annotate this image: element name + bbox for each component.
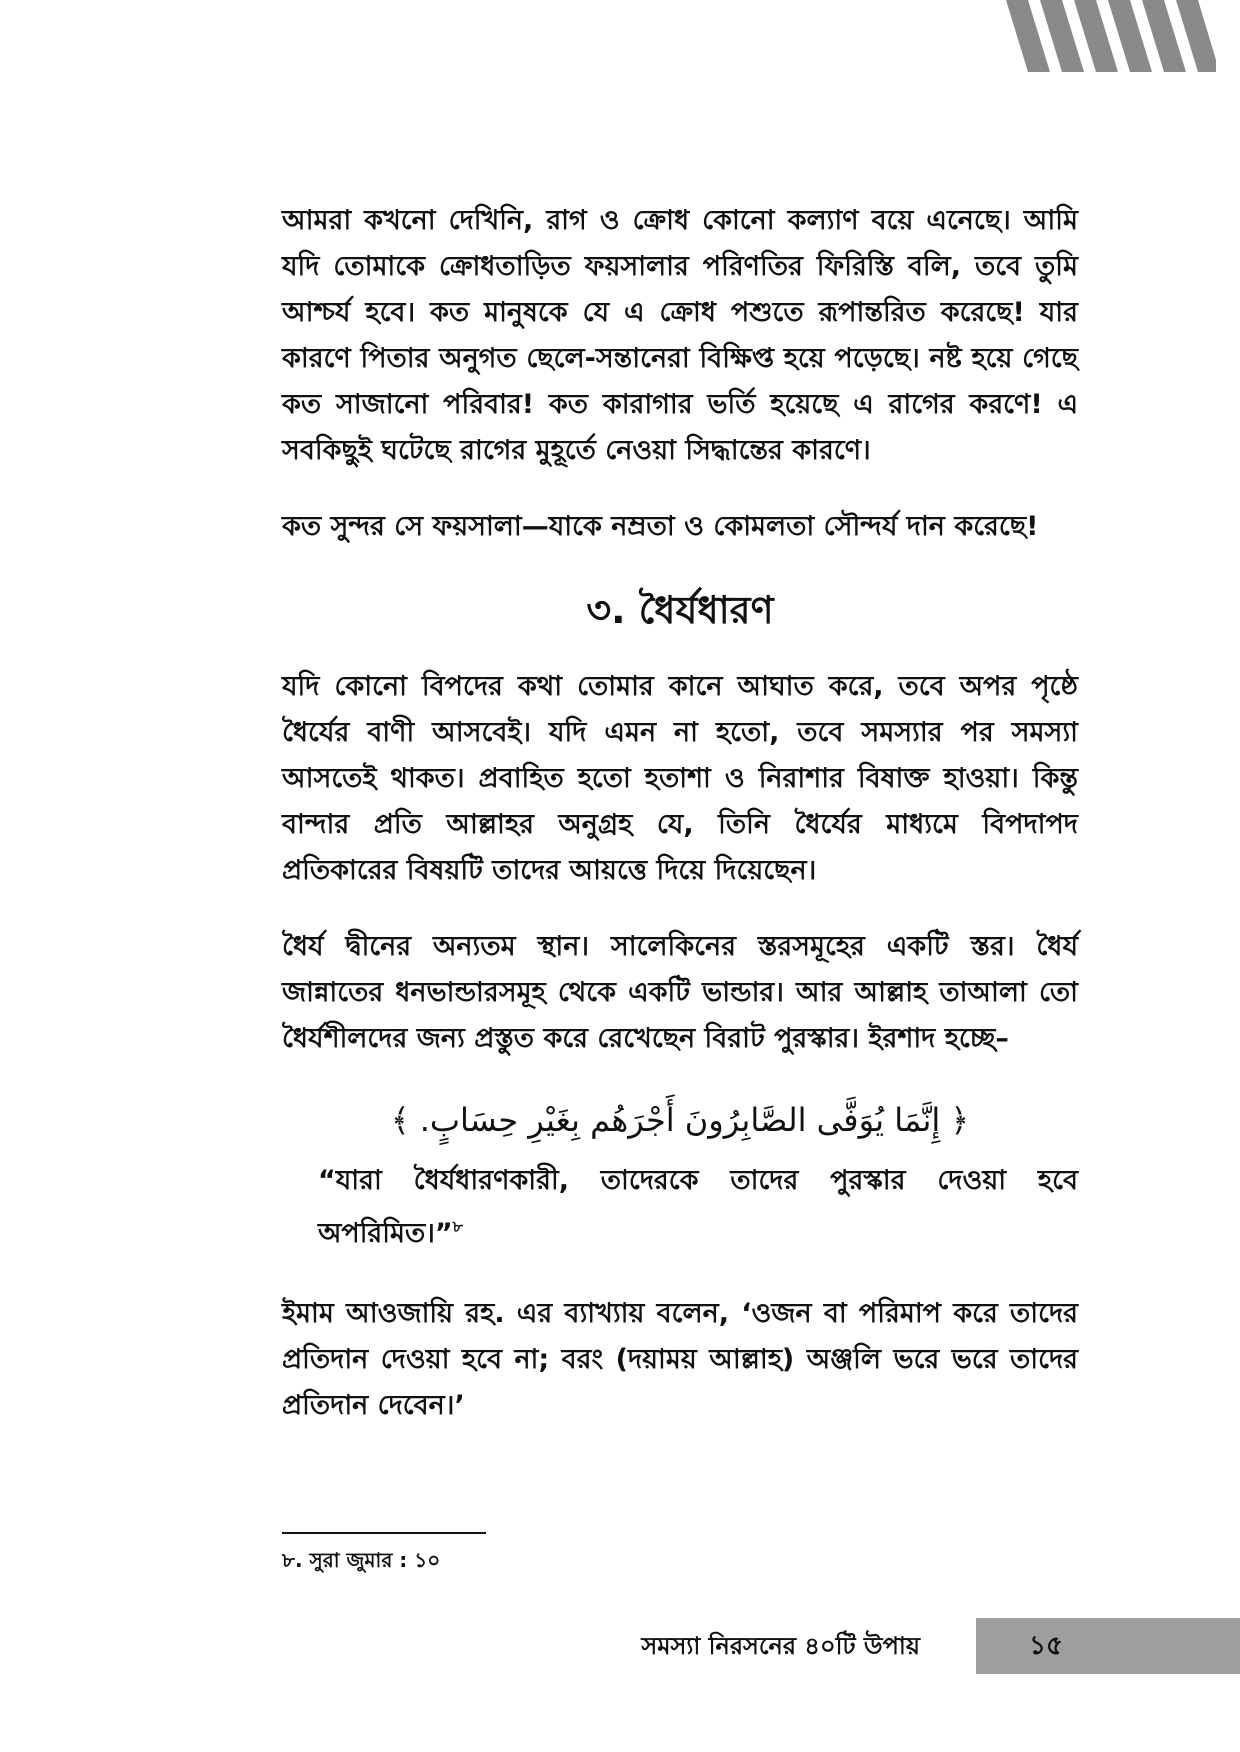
verse-translation: [318, 1158, 1078, 1257]
main-text: [282, 198, 1078, 1459]
quran-verse-arabic: ﴿ إِنَّمَا يُوَفَّى الصَّابِرُونَ أَجْرَهُم بِغَيْرِ حِسَابٍ. ﴾: [390, 1101, 970, 1139]
page-number: ১৫: [1029, 1631, 1063, 1661]
footnote-divider: [282, 1532, 486, 1534]
paragraph-imam-awzai: ইমাম আওজায়ি রহ. এর ব্যাখ্যায় বলেন, ‘ওজন বা পরিমাপ করে তাদের প্রতিদান দেওয়া হবে না; বরং (দয়াময় আল্লাহ) অঞ্জলি ভরে ভরে তাদের প্রতিদান দেবেন।’: [282, 1298, 1078, 1421]
corner-stripes-decoration: [1006, 0, 1216, 72]
page-footer: [0, 1618, 1240, 1674]
paragraph-patience-1: যদি কোনো বিপদের কথা তোমার কানে আঘাত করে, তবে অপর পৃষ্ঠে ধৈর্যের বাণী আসবেই। যদি এমন না হতো, তবে সমস্যার পর সমস্যা আসতেই থাকত। প্রবাহিত হতো হতাশা ও নিরাশার বিষাক্ত হাওয়া। কিন্তু বান্দার প্রতি আল্লাহর অনুগ্রহ যে, তিনি ধৈর্যের মাধ্যমে বিপদাপদ প্রতিকারের বিষয়টি তাদের আয়ত্তে দিয়ে দিয়েছেন।: [282, 671, 1078, 886]
book-title: সমস্যা নিরসনের ৪০টি উপায়: [641, 1632, 920, 1660]
paragraph-anger: আমরা কখনো দেখিনি, রাগ ও ক্রোধ কোনো কল্যাণ বয়ে এনেছে। আমি যদি তোমাকে ক্রোধতাড়িত ফয়সালার পরিণতির ফিরিস্তি বলি, তবে তুমি আশ্চর্য হবে। কত মানুষকে যে এ ক্রোধ পশুতে রূপান্তরিত করেছে! যার কারণে পিতার অনুগত ছেলে-সন্তানেরা বিক্ষিপ্ত হয়ে পড়েছে। নষ্ট হয়ে গেছে কত সাজানো পরিবার! কত কারাগার ভর্তি হয়েছে এ রাগের করণে! এ সবকিছুই ঘটেছে রাগের মুহূর্তে নেওয়া সিদ্ধান্তের কারণে।: [282, 205, 1078, 466]
footnote-marker: ৮: [452, 1217, 464, 1236]
stripes-graphic: [1006, 0, 1216, 72]
footnote: ৮. সুরা জুমার : ১০: [282, 1548, 441, 1572]
paragraph-patience-2: ধৈর্য দ্বীনের অন্যতম স্থান। সালেকিনের স্তরসমূহের একটি স্তর। ধৈর্য জান্নাতের ধনভান্ডারসমূহ থেকে একটি ভান্ডার। আর আল্লাহ তাআলা তো ধৈর্যশীলদের জন্য প্রস্তুত করে রেখেছেন বিরাট পুরস্কার। ইরশাদ হচ্ছে–: [282, 931, 1078, 1054]
section-heading-patience: ৩. ধৈর্যধারণ: [586, 588, 774, 632]
page-number-box: [976, 1618, 1240, 1674]
paragraph-gentleness: কত সুন্দর সে ফয়সালা—যাকে নম্রতা ও কোমলতা সৌন্দর্য দান করেছে!: [282, 511, 1039, 542]
verse-translation-text: “যারা ধৈর্যধারণকারী, তাদেরকে তাদের পুরস্কার দেওয়া হবে অপরিমিত।”: [318, 1165, 1078, 1249]
